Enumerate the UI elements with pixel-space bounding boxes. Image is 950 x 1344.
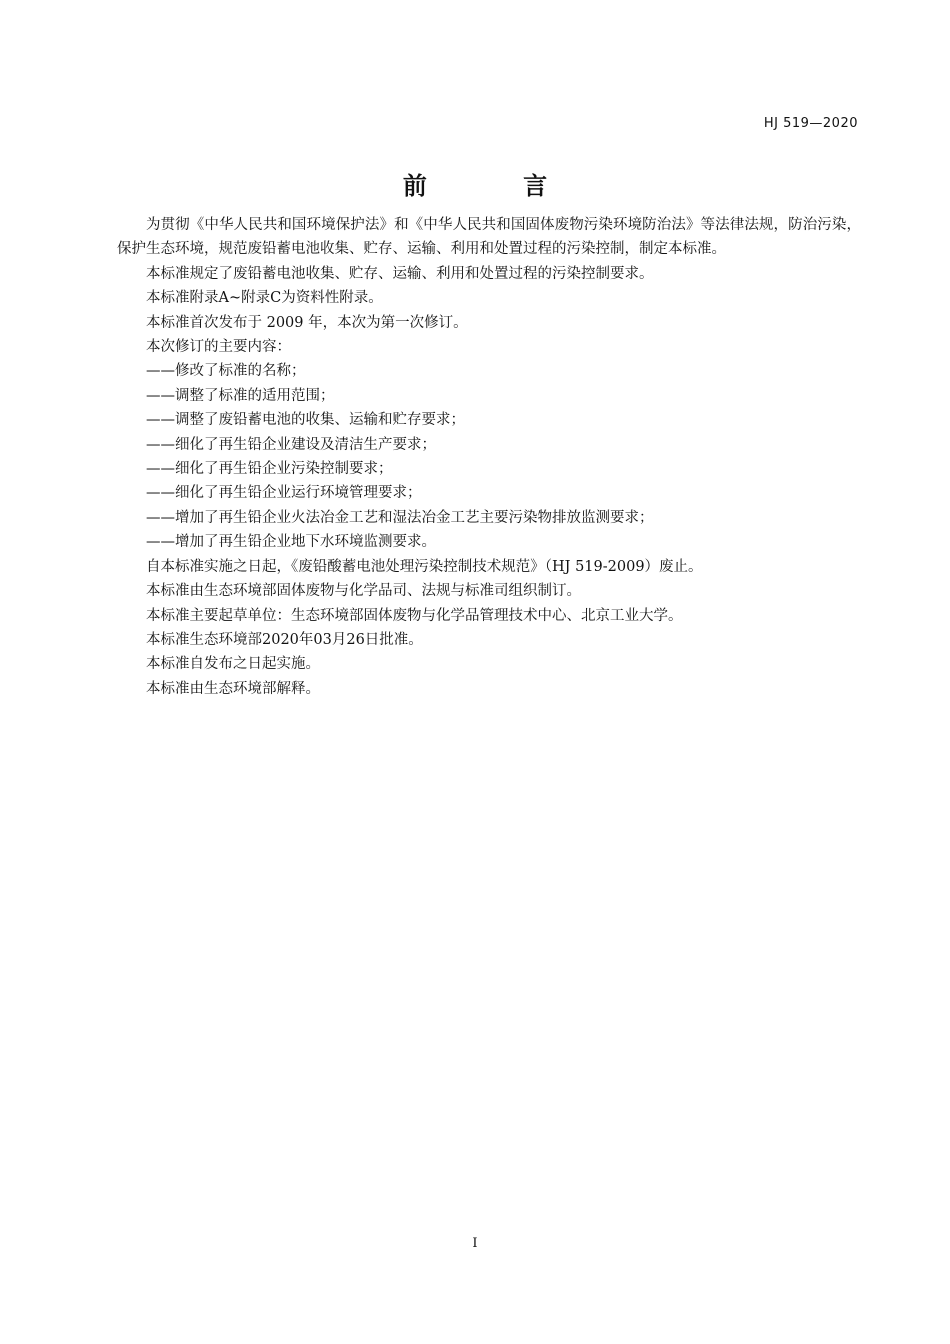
revision-item: ——增加了再生铅企业火法冶金工艺和湿法冶金工艺主要污染物排放监测要求； bbox=[146, 509, 654, 526]
paragraph-drafters: 本标准主要起草单位：生态环境部固体废物与化学品管理技术中心、北京工业大学。 bbox=[146, 607, 683, 624]
paragraph-supersede: 自本标准实施之日起，《废铅酸蓄电池处理污染控制技术规范》（HJ 519-2009）废止。 bbox=[146, 558, 703, 575]
paragraph-approval: 本标准生态环境部2020年03月26日批准。 bbox=[146, 631, 423, 648]
paragraph-purpose: 为贯彻《中华人民共和国环境保护法》和《中华人民共和国固体废物污染环境防治法》等法律法规，防治污染，保护生态环境，规范废铅蓄电池收集、贮存、运输、利用和处置过程的污染控制，制定本标准。 bbox=[117, 217, 861, 258]
paragraph-interpretation: 本标准由生态环境部解释。 bbox=[146, 680, 320, 697]
standard-code: HJ 519—2020 bbox=[763, 116, 858, 131]
revision-item: ——修改了标准的名称； bbox=[146, 363, 306, 380]
paragraph-appendix: 本标准附录A~附录C为资料性附录。 bbox=[146, 290, 383, 307]
paragraph-revision-intro: 本次修订的主要内容： bbox=[146, 339, 291, 356]
page-title: 前 言 bbox=[402, 172, 592, 200]
paragraph-scope: 本标准规定了废铅蓄电池收集、贮存、运输、利用和处置过程的污染控制要求。 bbox=[146, 265, 654, 282]
revision-item: ——细化了再生铅企业建设及清洁生产要求； bbox=[146, 436, 436, 453]
revision-item: ——细化了再生铅企业污染控制要求； bbox=[146, 461, 393, 478]
revision-item: ——调整了标准的适用范围； bbox=[146, 387, 335, 404]
revision-item: ——调整了废铅蓄电池的收集、运输和贮存要求； bbox=[146, 412, 465, 429]
revision-item: ——增加了再生铅企业地下水环境监测要求。 bbox=[146, 534, 436, 551]
revision-item: ——细化了再生铅企业运行环境管理要求； bbox=[146, 485, 422, 502]
paragraph-history: 本标准首次发布于 2009 年，本次为第一次修订。 bbox=[146, 314, 468, 331]
page-number: I bbox=[472, 1236, 478, 1251]
paragraph-organizer: 本标准由生态环境部固体废物与化学品司、法规与标准司组织制订。 bbox=[146, 583, 581, 600]
paragraph-effective: 本标准自发布之日起实施。 bbox=[146, 656, 320, 673]
foreword-body bbox=[117, 213, 861, 701]
